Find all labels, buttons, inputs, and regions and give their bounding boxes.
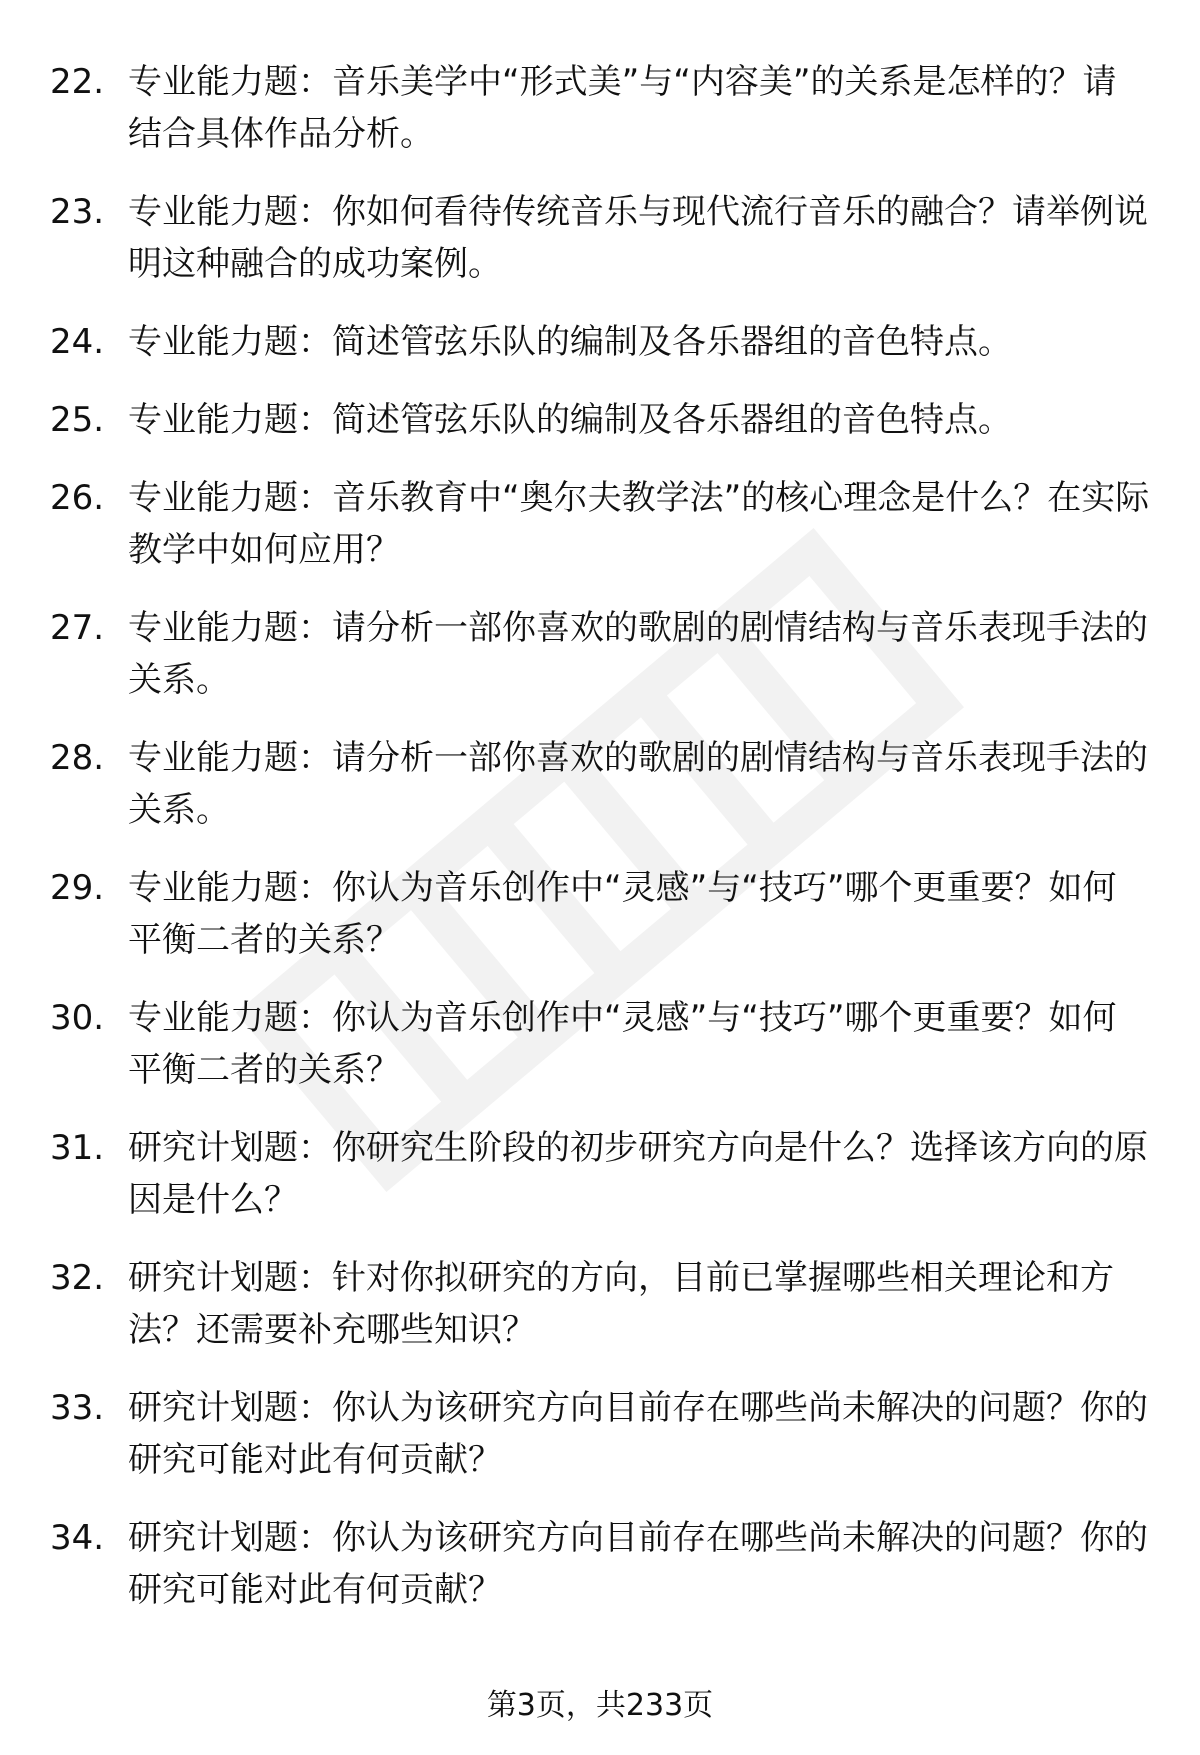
question-item [50, 1512, 1150, 1616]
question-text: 研究计划题：针对你拟研究的方向，目前已掌握哪些相关理论和方法？还需要补充哪些知识？ [128, 1258, 1114, 1350]
question-item [50, 186, 1150, 290]
question-item [50, 732, 1150, 836]
question-number: 34. [50, 1518, 105, 1558]
question-number: 26. [50, 478, 105, 518]
question-number: 24. [50, 322, 105, 362]
question-text: 专业能力题：你认为音乐创作中“灵感”与“技巧”哪个更重要？如何平衡二者的关系？ [128, 868, 1117, 960]
question-number: 31. [50, 1128, 105, 1168]
question-text: 专业能力题：你如何看待传统音乐与现代流行音乐的融合？请举例说明这种融合的成功案例。 [128, 192, 1148, 284]
question-text: 专业能力题：你认为音乐创作中“灵感”与“技巧”哪个更重要？如何平衡二者的关系？ [128, 998, 1117, 1090]
question-item [50, 316, 1150, 368]
question-list [50, 56, 1150, 1642]
question-number: 25. [50, 400, 105, 440]
question-number: 33. [50, 1388, 105, 1428]
question-item [50, 1122, 1150, 1226]
question-text: 专业能力题：请分析一部你喜欢的歌剧的剧情结构与音乐表现手法的关系。 [128, 738, 1148, 830]
question-item [50, 992, 1150, 1096]
question-item [50, 602, 1150, 706]
question-number: 32. [50, 1258, 105, 1298]
question-number: 30. [50, 998, 105, 1038]
question-item [50, 862, 1150, 966]
question-item [50, 394, 1150, 446]
question-item [50, 1252, 1150, 1356]
question-text: 专业能力题：音乐美学中“形式美”与“内容美”的关系是怎样的？请结合具体作品分析。 [128, 62, 1117, 154]
question-text: 研究计划题：你认为该研究方向目前存在哪些尚未解决的问题？你的研究可能对此有何贡献？ [128, 1388, 1148, 1480]
question-text: 研究计划题：你认为该研究方向目前存在哪些尚未解决的问题？你的研究可能对此有何贡献？ [128, 1518, 1148, 1610]
question-text: 专业能力题：音乐教育中“奥尔夫教学法”的核心理念是什么？在实际教学中如何应用？ [128, 478, 1150, 570]
question-text: 专业能力题：简述管弦乐队的编制及各乐器组的音色特点。 [128, 400, 1012, 440]
question-number: 22. [50, 62, 105, 102]
question-item [50, 472, 1150, 576]
question-number: 28. [50, 738, 105, 778]
question-text: 专业能力题：简述管弦乐队的编制及各乐器组的音色特点。 [128, 322, 1012, 362]
question-text: 研究计划题：你研究生阶段的初步研究方向是什么？选择该方向的原因是什么？ [128, 1128, 1148, 1220]
question-number: 29. [50, 868, 105, 908]
question-text: 专业能力题：请分析一部你喜欢的歌剧的剧情结构与音乐表现手法的关系。 [128, 608, 1148, 700]
question-item [50, 56, 1150, 160]
page-number-label: 第3页，共233页 [486, 1688, 714, 1723]
question-item [50, 1382, 1150, 1486]
page-footer [0, 1686, 1200, 1726]
question-number: 27. [50, 608, 105, 648]
question-number: 23. [50, 192, 105, 232]
